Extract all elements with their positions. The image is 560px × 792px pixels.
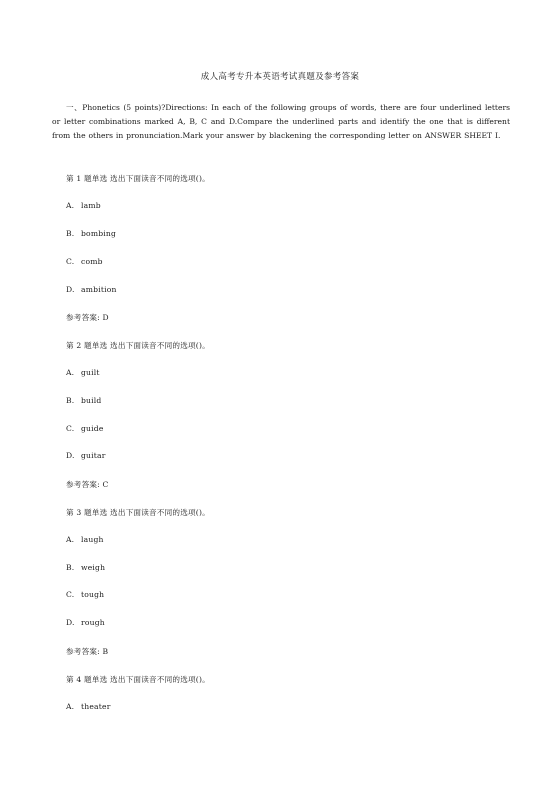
document-title: 成人高考专升本英语考试真题及参考答案	[200, 72, 360, 82]
question-2-answer: 参考答案: C	[66, 480, 109, 489]
question-2-option-d	[66, 451, 106, 460]
option-text: weigh	[81, 563, 106, 572]
question-4-stem: 第 4 题单选 选出下面读音不同的选项()。	[66, 675, 210, 684]
option-letter: C.	[66, 590, 75, 599]
option-letter: C.	[66, 424, 75, 433]
question-1-option-b	[66, 229, 116, 238]
option-letter: A.	[66, 201, 75, 210]
question-2-option-a	[66, 368, 100, 377]
option-letter: A.	[66, 702, 75, 711]
question-3-option-c	[66, 590, 104, 599]
question-3-option-d	[66, 618, 105, 627]
question-3-option-a	[66, 535, 104, 544]
option-text: rough	[81, 618, 105, 627]
option-text: tough	[81, 590, 105, 599]
question-4-option-a	[66, 702, 111, 711]
option-text: guilt	[81, 368, 100, 377]
option-text: comb	[81, 257, 103, 266]
question-1-option-c	[66, 257, 103, 266]
option-letter: C.	[66, 257, 75, 266]
option-letter: D.	[66, 285, 75, 294]
option-letter: B.	[66, 229, 75, 238]
question-2-option-b	[66, 396, 101, 405]
question-3-stem: 第 3 题单选 选出下面读音不同的选项()。	[66, 508, 210, 517]
question-1-stem: 第 1 题单选 选出下面读音不同的选项()。	[66, 174, 210, 183]
option-text: laugh	[81, 535, 104, 544]
option-text: guide	[81, 424, 104, 433]
question-2-stem: 第 2 题单选 选出下面读音不同的选项()。	[66, 341, 210, 350]
option-text: theater	[81, 702, 111, 711]
option-letter: B.	[66, 396, 75, 405]
question-1-option-d	[66, 285, 117, 294]
option-letter: D.	[66, 618, 75, 627]
option-text: lamb	[81, 201, 101, 210]
question-1-answer: 参考答案: D	[66, 313, 109, 322]
section-directions: 一、Phonetics (5 points)?Directions: In each of the following groups of words, there are four underlined letters or letter combinations marked A, B, C and D.Compare the underlined parts and identify the one that is different from the others in pronunciation.Mark your answer by blackening the corresponding letter on ANSWER SHEET Ⅰ.	[52, 103, 510, 140]
question-3-option-b	[66, 563, 105, 572]
question-2-option-c	[66, 424, 104, 433]
option-text: bombing	[81, 229, 117, 238]
option-text: ambition	[81, 285, 117, 294]
question-1-option-a	[66, 201, 101, 210]
option-text: build	[81, 396, 102, 405]
option-text: guitar	[81, 451, 106, 460]
option-letter: A.	[66, 535, 75, 544]
option-letter: B.	[66, 563, 75, 572]
question-3-answer: 参考答案: B	[66, 647, 109, 656]
option-letter: D.	[66, 451, 75, 460]
option-letter: A.	[66, 368, 75, 377]
